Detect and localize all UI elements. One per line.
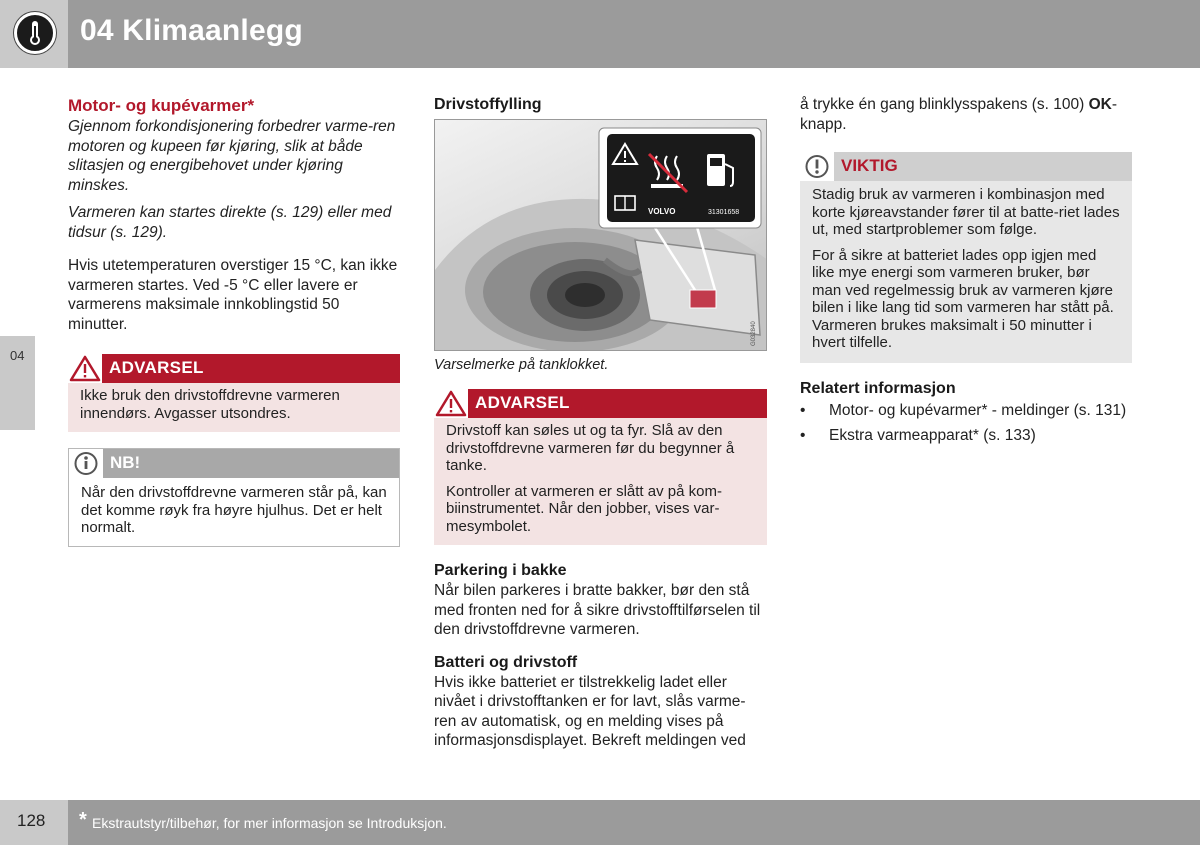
related-info-heading: Relatert informasjon (800, 379, 956, 397)
chapter-title: 04 Klimaanlegg (80, 14, 303, 47)
continuation-post: -knapp. (800, 96, 1118, 133)
warning-body-fuel (434, 418, 767, 545)
parking-text: Når bilen parkeres i bratte bakker, bør den stå med fronten ned for å sikre drivstofftilførselen til den drivstoffdrevne varmeren. (434, 582, 761, 638)
temperature-paragraph: Hvis utetemperaturen overstiger 15 °C, kan ikke varmeren startes. Ved -5 °C eller lavere er varmerens maksimale innkoblingstid 50 minutter. (68, 257, 398, 333)
continuation-pre: å trykke én gang blinklysspakens (s. 100) (800, 96, 1089, 113)
warning-triangle-icon (68, 354, 102, 383)
info-icon (69, 449, 103, 478)
intro-italic-text-2: Varmeren kan startes direkte (s. 129) eller med tidsur (s. 129). (68, 204, 392, 241)
related-link-heater-messages[interactable] (800, 401, 1132, 420)
section-heading-battery: Batteri og drivstoff (434, 653, 578, 671)
important-text-1: Stadig bruk av varmeren i kombinasjon med korte kjøreavstander fører til at batte-riet lades ut, med startproblemer som følge. (812, 186, 1120, 238)
fuel-cap-figure (434, 119, 767, 351)
important-text-2: For å sikre at batteriet lades opp igjen med like mye energi som varmeren bruker, bør man ved regelmessig bruk av varmeren kjøre bilen i like lang tid som varmeren har stått på. Varmeren brukes maksimalt i 50 minutter i hvert tilfelle. (812, 246, 1114, 351)
chapter-side-tab (0, 336, 35, 430)
related-link-extra-heater[interactable] (800, 426, 1132, 445)
exclamation-icon (800, 152, 834, 181)
important-body (800, 181, 1132, 363)
bullet-marker: • (800, 426, 806, 444)
note-box (68, 448, 400, 547)
intro-italic-text: Gjennom forkondisjonering forbedrer varme-ren motoren og kupeen før kjøring, slik at både slitasjen og energibehovet under kjøring minskes. (68, 118, 396, 194)
important-label: VIKTIG (841, 156, 898, 175)
warning-text-fuel-2: Kontroller at varmeren er slått av på kom-biinstrumentet. Når den jobber, vises var-mesymbolet. (446, 482, 722, 535)
related-link-text: Ekstra varmeapparat* (s. 133) (829, 426, 1036, 444)
note-text: Når den drivstoffdrevne varmeren står på, kan det komme røyk fra høyre hjulhus. Det er helt normalt. (81, 484, 387, 536)
bullet-marker: • (800, 401, 806, 419)
footnote-text: Ekstrautstyr/tilbehør, for mer informasjon se Introduksjon. (92, 815, 447, 831)
header-icon-block (0, 0, 68, 68)
footnote-star: * (79, 809, 87, 831)
figure-caption: Varselmerke på tanklokket. (434, 357, 609, 373)
warning-header-fuel (434, 389, 767, 418)
figure-code: G032840 (751, 321, 757, 346)
warning-text-fuel-1: Drivstoff kan søles ut og ta fyr. Slå av den drivstoffdrevne varmeren før du begynner å tanke. (446, 422, 735, 474)
thermometer-icon (14, 12, 56, 54)
battery-text: Hvis ikke batteriet er tilstrekkelig ladet eller nivået i drivstofftanken er for lavt, slås varme-ren av automatisk, og en melding vises på informasjonsdisplayet. Bekreft meldingen ved (434, 673, 746, 749)
section-heading-parking: Parkering i bakke (434, 562, 567, 579)
important-header (800, 152, 1132, 181)
fuel-cap-illustration (435, 120, 767, 351)
figure-brand-text: VOLVO (648, 207, 676, 216)
note-label: NB! (110, 453, 141, 472)
warning-box-indoor (68, 354, 400, 432)
related-link-text: Motor- og kupévarmer* - meldinger (s. 131) (829, 401, 1127, 419)
warning-label-fuel: ADVARSEL (475, 393, 570, 412)
figure-part-number: 31301658 (708, 209, 740, 216)
header-band (68, 0, 1200, 68)
footer-page-block (0, 800, 68, 845)
section-heading-refuel: Drivstoffylling (434, 96, 542, 113)
footer-band (68, 800, 1200, 845)
warning-triangle-icon (434, 389, 468, 418)
section-heading-heater: Motor- og kupévarmer* (68, 96, 255, 115)
page-number: 128 (17, 811, 46, 830)
column-2 (434, 95, 767, 751)
related-info-list (800, 401, 1132, 445)
warning-header (68, 354, 400, 383)
warning-text: Ikke bruk den drivstoffdrevne varmeren innendørs. Avgasser utsondres. (80, 387, 340, 422)
column-1 (68, 95, 400, 547)
side-tab-label: 04 (10, 348, 25, 363)
continuation-text (800, 95, 1132, 134)
note-header (69, 449, 399, 478)
ok-button-reference: OK (1088, 96, 1112, 113)
note-body (69, 478, 399, 546)
warning-label: ADVARSEL (109, 358, 204, 377)
warning-body (68, 383, 400, 432)
column-3 (800, 95, 1132, 451)
warning-box-fuel (434, 389, 767, 545)
important-box (800, 152, 1132, 363)
